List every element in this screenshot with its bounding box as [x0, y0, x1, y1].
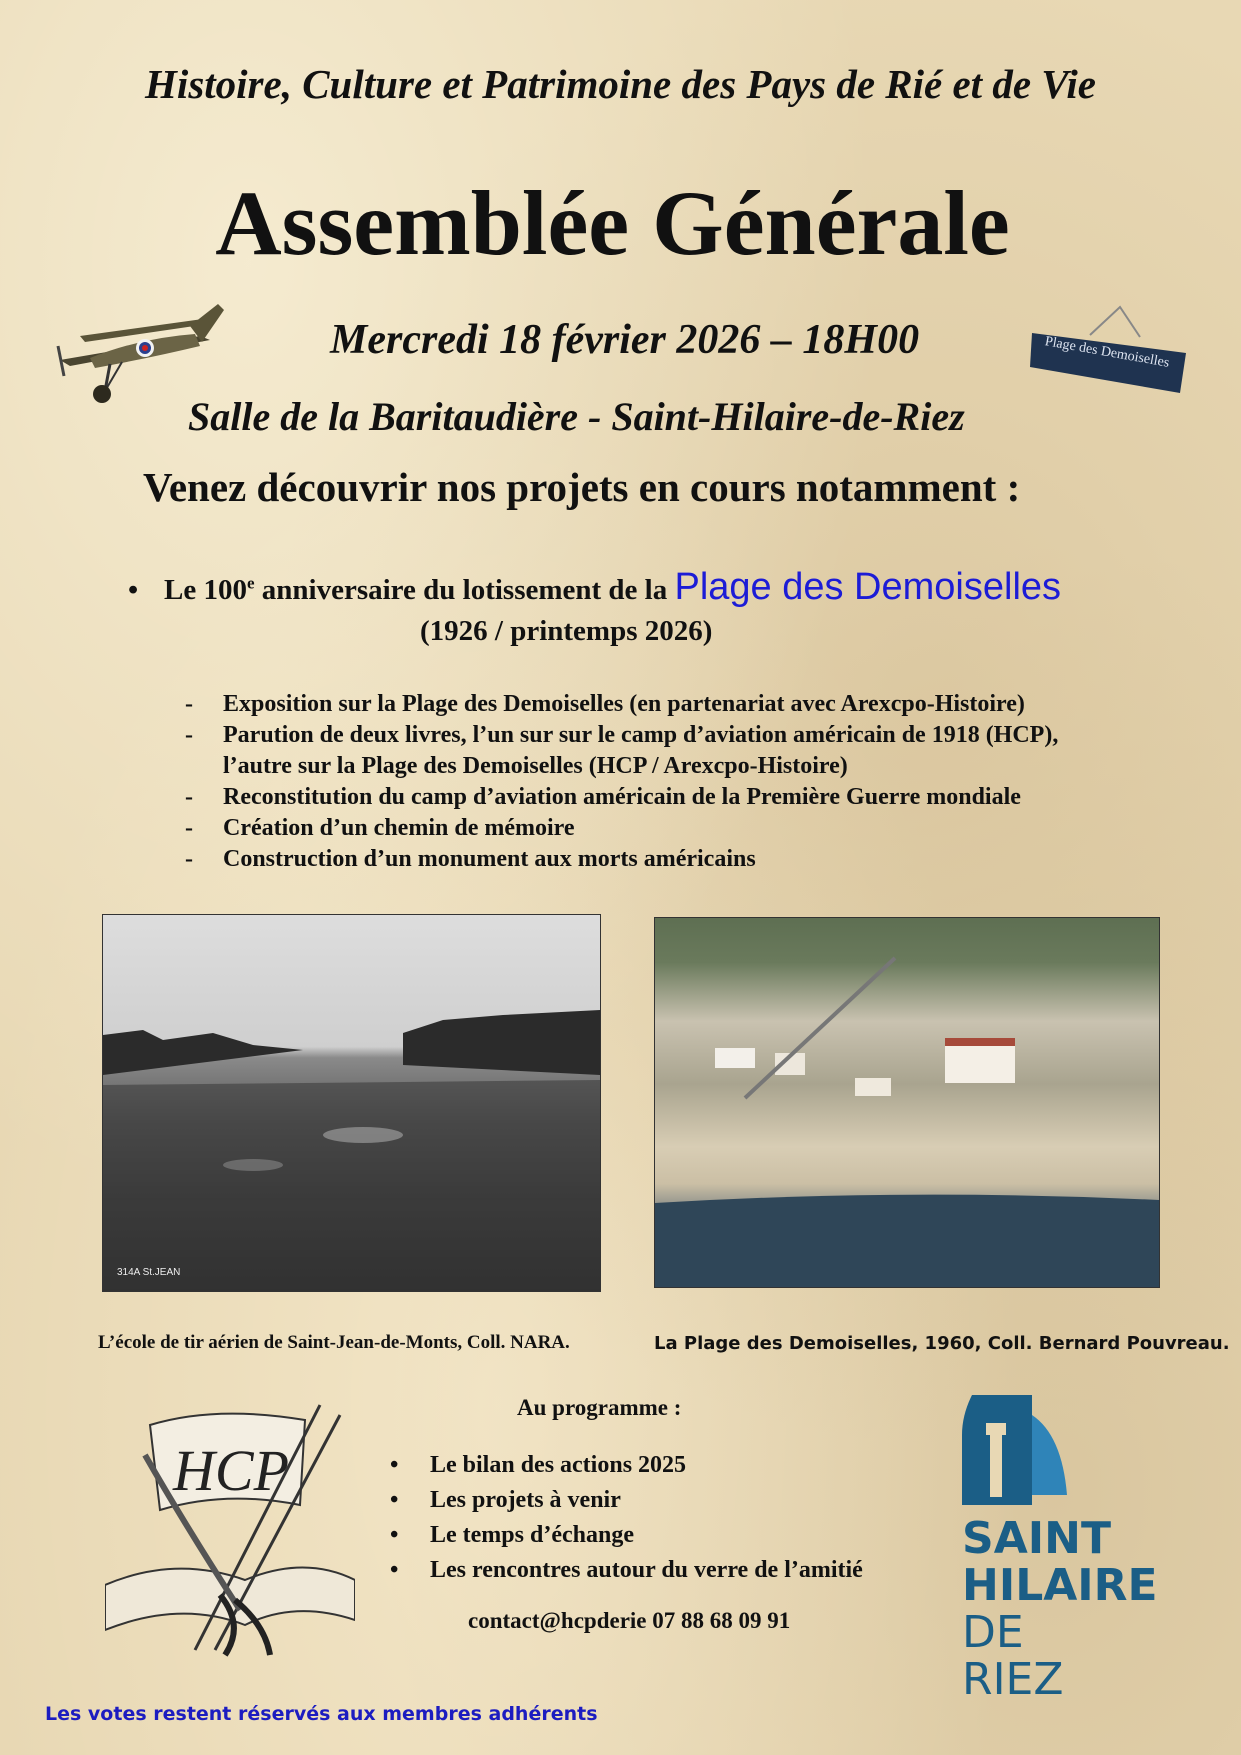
dash-marker: -: [185, 784, 193, 810]
saint-hilaire-logo: [962, 1395, 1158, 1705]
list-item: [185, 689, 1058, 720]
project-item: Création d’un chemin de mémoire: [223, 815, 575, 841]
contact-info: contact@hcpderie 07 88 68 09 91: [468, 1608, 791, 1633]
town-name-line1: SAINT: [962, 1513, 1111, 1564]
hcp-logo: [105, 1395, 355, 1660]
list-item: [390, 1448, 863, 1483]
bullet-icon: •: [390, 1487, 399, 1513]
footer-note: Les votes restent réservés aux membres adhérents: [45, 1703, 598, 1725]
program-item: Le bilan des actions 2025: [430, 1452, 687, 1478]
list-item: [185, 844, 1058, 875]
airfield-scene-icon: [103, 915, 600, 1291]
hcp-emblem-icon: [105, 1395, 355, 1660]
list-item: [390, 1553, 863, 1588]
bullet-icon: •: [128, 574, 139, 606]
dash-marker: -: [185, 815, 193, 841]
town-name-line2: HILAIRE: [962, 1560, 1158, 1611]
main-project-years: (1926 / printemps 2026): [420, 615, 713, 647]
program-list: [390, 1448, 863, 1588]
project-item: l’autre sur la Plage des Demoiselles (HCP / Arexcpo-Histoire): [223, 753, 848, 779]
caption-left: L’école de tir aérien de Saint-Jean-de-Monts, Coll. NARA.: [98, 1332, 570, 1353]
list-item: [185, 813, 1058, 844]
dash-marker: -: [185, 846, 193, 872]
program-item: Le temps d’échange: [430, 1522, 634, 1548]
bullet-icon: •: [390, 1522, 399, 1548]
main-project-text: anniversaire du lotissement de la: [254, 574, 675, 606]
bullet-icon: •: [390, 1452, 399, 1478]
lighthouse-sail-icon: [962, 1395, 1082, 1515]
beach-scene-icon: [655, 918, 1159, 1287]
hcp-logo-text: HCP: [173, 1438, 289, 1503]
photo-note: 314A St.JEAN: [117, 1267, 181, 1278]
program-title: Au programme :: [517, 1395, 682, 1420]
caption-right: La Plage des Demoiselles, 1960, Coll. Bernard Pouvreau.: [654, 1333, 1230, 1354]
page-title: Assemblée Générale: [215, 172, 1010, 274]
list-item: [185, 782, 1058, 813]
project-list: [185, 689, 1058, 875]
plage-sign: [1030, 305, 1190, 395]
intro-text: Venez découvrir nos projets en cours notamment :: [143, 464, 1021, 510]
main-project-highlight: Plage des Demoiselles: [674, 566, 1062, 608]
airfield-photo: [102, 914, 601, 1292]
program-item: Les rencontres autour du verre de l’amitié: [430, 1557, 863, 1583]
project-item: Parution de deux livres, l’un sur sur le camp d’aviation américain de 1918 (HCP),: [223, 722, 1059, 748]
list-item: [185, 751, 1058, 782]
project-item: Construction d’un monument aux morts américains: [223, 846, 756, 872]
main-project-prefix: Le 100: [164, 574, 247, 606]
dash-marker: -: [185, 691, 193, 717]
event-venue: Salle de la Baritaudière - Saint-Hilaire-de-Riez: [188, 394, 965, 439]
main-project-bullet: [128, 566, 1061, 609]
project-item: Exposition sur la Plage des Demoiselles (en partenariat avec Arexcpo-Histoire): [223, 691, 1025, 717]
list-item: [390, 1483, 863, 1518]
organization-heading: Histoire, Culture et Patrimoine des Pays de Rié et de Vie: [145, 61, 1096, 107]
program-item: Les projets à venir: [430, 1487, 621, 1513]
project-item: Reconstitution du camp d’aviation américain de la Première Guerre mondiale: [223, 784, 1021, 810]
list-item: [390, 1518, 863, 1553]
town-name-line3: DE RIEZ: [962, 1607, 1064, 1705]
beach-photo: [654, 917, 1160, 1288]
bullet-icon: •: [390, 1557, 399, 1583]
sign-text: Plage des Demoiselles: [1043, 334, 1171, 371]
list-item: [185, 720, 1058, 751]
event-datetime: Mercredi 18 février 2026 – 18H00: [330, 317, 920, 363]
main-project-sup: e: [246, 573, 255, 593]
biplane-icon: [50, 296, 230, 406]
dash-marker: -: [185, 722, 193, 748]
